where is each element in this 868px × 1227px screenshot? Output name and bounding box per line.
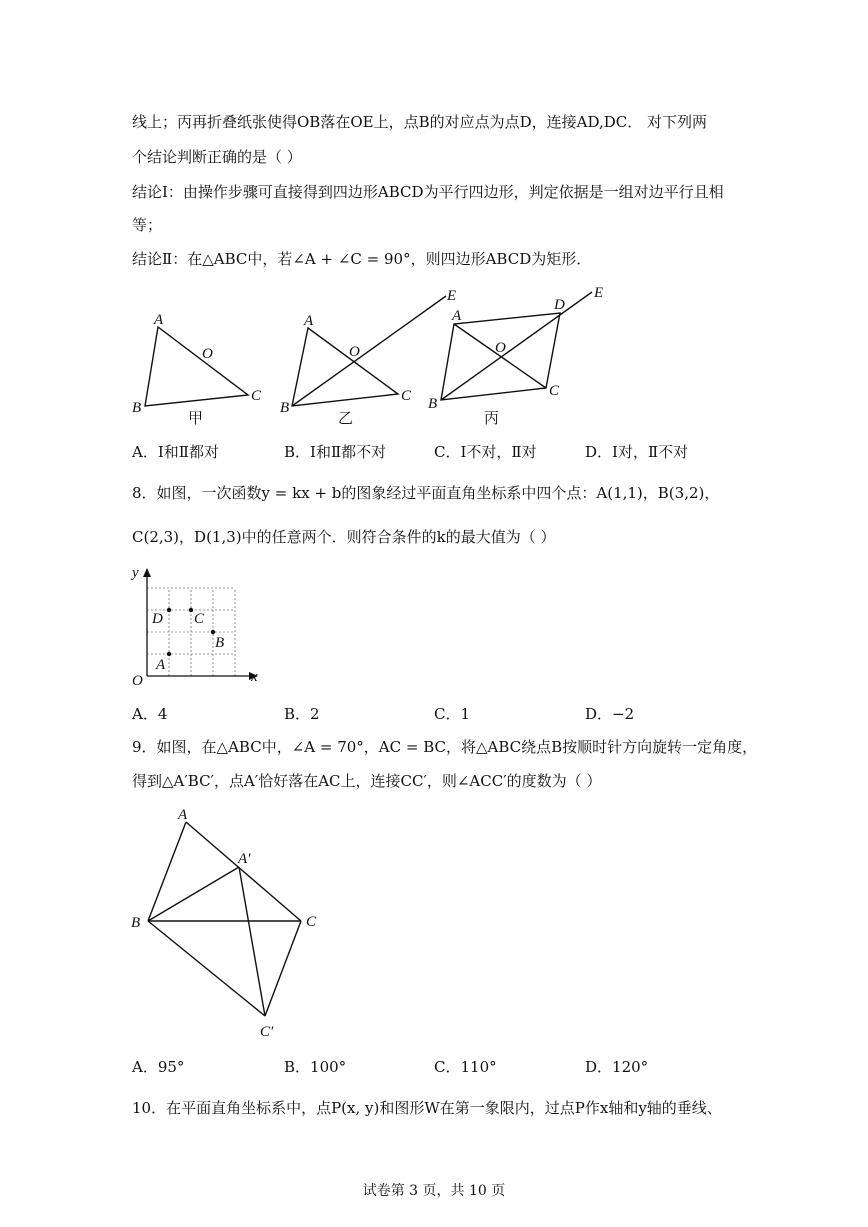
yi-label-E: E (447, 288, 457, 304)
q9-text-line-2: 得到△A′BC′，点A′恰好落在AC上，连接CC′，则∠ACC′的度数为（ ） (132, 772, 602, 790)
jia-label-A: A (154, 312, 164, 328)
bing-label-B: B (428, 396, 438, 412)
q9-option-c: C．110° (434, 1058, 497, 1076)
q9-option-a: A．95° (132, 1058, 185, 1076)
bing-label-E: E (594, 285, 604, 301)
q9-label-C-prime: C′ (260, 1024, 274, 1040)
bing-label-A: A (452, 308, 462, 324)
q7-option-a: A．Ⅰ和Ⅱ都对 (132, 443, 219, 461)
q9-figure (120, 800, 460, 1040)
jia-label-O: O (202, 346, 213, 362)
q9-seg-BA2 (148, 867, 239, 921)
figure-jia (132, 312, 262, 427)
q8-option-d: D．−2 (585, 705, 635, 723)
q7-option-c: C．Ⅰ不对，Ⅱ对 (434, 443, 537, 461)
q7-option-d: D．Ⅰ对，Ⅱ不对 (585, 443, 689, 461)
q8-point-C (189, 608, 193, 612)
q8-y-axis-arrow (143, 568, 151, 577)
q9-seg-BC2 (148, 921, 265, 1016)
yi-label-C: C (401, 388, 412, 404)
q9-text-line-1: 9．如图，在△ABC中，∠A = 70°，AC = BC，将△ABC绕点B按顺时针方向旋转一定角度， (132, 738, 758, 756)
q9-option-b: B．100° (284, 1058, 347, 1076)
q8-coordinate-graph (124, 560, 284, 690)
bing-label-C: C (549, 383, 560, 399)
q9-seg-CC2 (265, 921, 301, 1016)
q9-seg-AC (186, 822, 301, 921)
yi-label-O: O (349, 344, 360, 360)
q8-option-c: C．1 (434, 705, 471, 723)
q7-text-line-3: 结论Ⅰ：由操作步骤可直接得到四边形ABCD为平行四边形，判定依据是一组对边平行且相 (132, 183, 724, 201)
q8-point-A (167, 652, 171, 656)
q7-text-line-1: 线上；丙再折叠纸张使得OB落在OE上，点B的对应点为点D，连接AD,DC． 对下列两 (132, 113, 707, 131)
q8-x-label: x (251, 669, 258, 685)
bing-label-D: D (554, 297, 565, 313)
q8-text-line-2: C(2,3)，D(1,3)中的任意两个．则符合条件的k的最大值为（ ） (132, 528, 556, 546)
bing-label-O: O (495, 340, 506, 356)
yi-label-A: A (304, 313, 314, 329)
yi-caption: 乙 (338, 411, 354, 427)
q8-point-label-C: C (194, 611, 205, 627)
q9-seg-AB (148, 822, 186, 921)
jia-label-C: C (251, 388, 262, 404)
q8-option-a: A．4 (132, 705, 168, 723)
q9-label-C: C (306, 914, 317, 930)
q9-seg-A2C2 (239, 867, 265, 1016)
q7-text-line-5: 结论Ⅱ：在△ABC中，若∠A + ∠C = 90°，则四边形ABCD为矩形． (132, 250, 592, 268)
page-footer: 试卷第 3 页，共 10 页 (362, 1183, 506, 1199)
q8-point-label-A: A (156, 657, 166, 673)
q9-label-A-prime: A′ (238, 851, 251, 867)
q8-y-label: y (132, 565, 139, 581)
q9-option-d: D．120° (585, 1058, 649, 1076)
q9-label-B: B (131, 915, 141, 931)
q8-point-label-B: B (215, 635, 225, 651)
q8-point-D (167, 608, 171, 612)
q7-text-line-4: 等； (132, 216, 163, 234)
q8-origin-label: O (132, 673, 143, 689)
q10-text-line-1: 10．在平面直角坐标系中，点P(x, y)和图形W在第一象限内，过点P作x轴和y轴的垂线、 (132, 1099, 722, 1117)
q8-point-label-D: D (152, 611, 163, 627)
q8-text-line-1: 8．如图，一次函数y = kx + b的图象经过平面直角坐标系中四个点：A(1,1)，B(3,2)， (132, 484, 720, 502)
jia-caption: 甲 (188, 411, 204, 427)
figure-bing (428, 285, 603, 427)
q7-option-b: B．Ⅰ和Ⅱ都不对 (284, 443, 387, 461)
q7-figures (0, 282, 868, 432)
q8-option-b: B．2 (284, 705, 320, 723)
yi-label-B: B (280, 400, 290, 416)
q7-text-line-2: 个结论判断正确的是（ ） (132, 148, 302, 166)
q8-point-B (211, 630, 215, 634)
q9-label-A: A (178, 807, 188, 823)
bing-caption: 丙 (484, 411, 500, 427)
jia-label-B: B (132, 400, 142, 416)
